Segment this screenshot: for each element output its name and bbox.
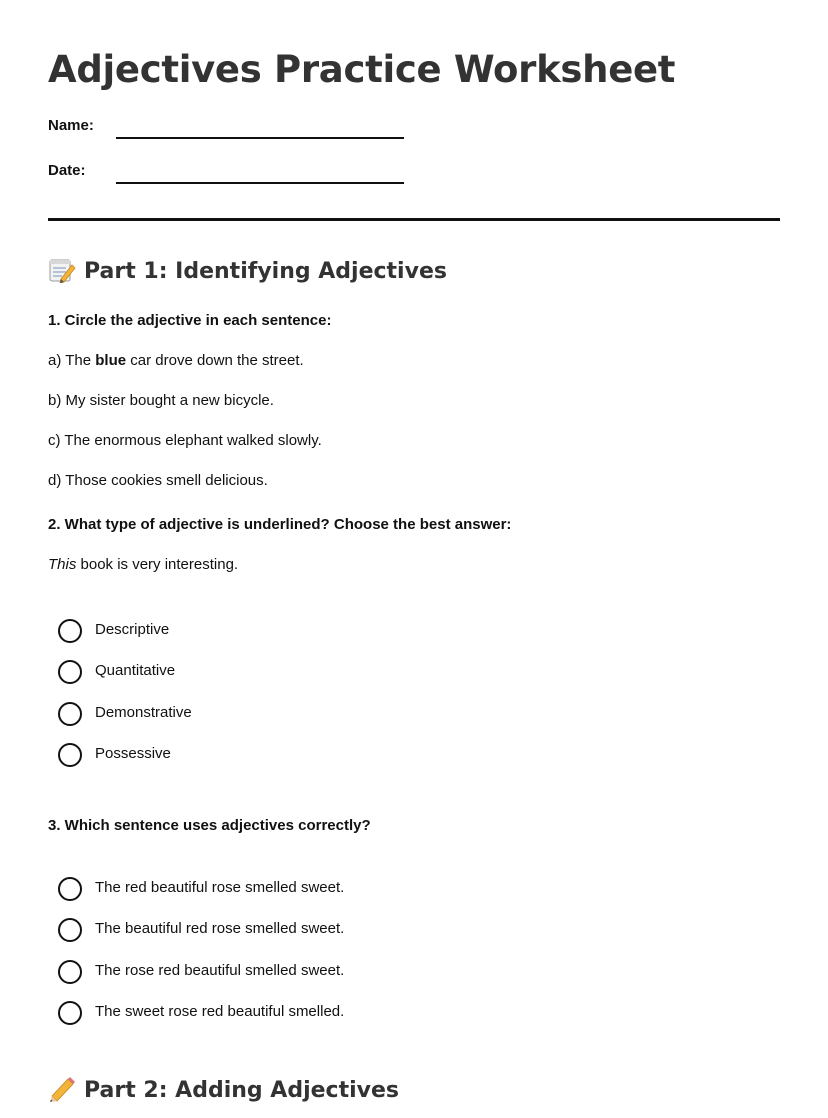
date-label: Date: xyxy=(48,162,86,179)
part2-heading xyxy=(48,1076,399,1103)
radio-button[interactable] xyxy=(58,619,82,643)
part1-heading xyxy=(48,257,447,284)
radio-button[interactable] xyxy=(58,660,82,684)
q1-sentence-a xyxy=(48,352,304,369)
radio-button[interactable] xyxy=(58,702,82,726)
q2-option-label: Quantitative xyxy=(95,662,176,679)
radio-button[interactable] xyxy=(58,960,82,984)
q2-prompt: 2. What type of adjective is underlined? Choose the best answer: xyxy=(48,516,512,533)
section-divider xyxy=(48,218,780,221)
part2-heading-text: Part 2: Adding Adjectives xyxy=(84,1078,399,1103)
q1-a-post: car drove down the street. xyxy=(126,352,304,369)
radio-button[interactable] xyxy=(58,877,82,901)
name-label: Name: xyxy=(48,117,94,134)
part1-heading-text: Part 1: Identifying Adjectives xyxy=(84,259,447,284)
q2-sentence-rest: book is very interesting. xyxy=(76,556,239,573)
pencil-icon xyxy=(48,1076,76,1102)
q3-option-label: The sweet rose red beautiful smelled. xyxy=(95,1003,345,1020)
q3-option-label: The red beautiful rose smelled sweet. xyxy=(95,879,345,896)
q3-prompt: 3. Which sentence uses adjectives correctly? xyxy=(48,817,371,834)
q1-prompt: 1. Circle the adjective in each sentence: xyxy=(48,312,332,329)
q3-option-label: The rose red beautiful smelled sweet. xyxy=(95,962,345,979)
q3-option-label: The beautiful red rose smelled sweet. xyxy=(95,920,345,937)
name-line[interactable] xyxy=(116,137,404,139)
q2-sentence-em: This xyxy=(48,556,77,573)
radio-button[interactable] xyxy=(58,918,82,942)
q2-sentence xyxy=(48,556,238,573)
q2-option-label: Possessive xyxy=(95,745,171,762)
q2-option-label: Descriptive xyxy=(95,621,170,638)
q1-sentence-c: c) The enormous elephant walked slowly. xyxy=(48,432,322,449)
memo-icon xyxy=(48,257,76,283)
date-line[interactable] xyxy=(116,182,404,184)
radio-button[interactable] xyxy=(58,743,82,767)
q1-sentence-b: b) My sister bought a new bicycle. xyxy=(48,392,274,409)
q1-a-bold: blue xyxy=(95,352,127,369)
page-title: Adjectives Practice Worksheet xyxy=(48,48,676,91)
radio-button[interactable] xyxy=(58,1001,82,1025)
q1-sentence-d: d) Those cookies smell delicious. xyxy=(48,472,268,489)
q2-option-label: Demonstrative xyxy=(95,704,192,721)
q1-a-pre: a) The xyxy=(48,352,96,369)
